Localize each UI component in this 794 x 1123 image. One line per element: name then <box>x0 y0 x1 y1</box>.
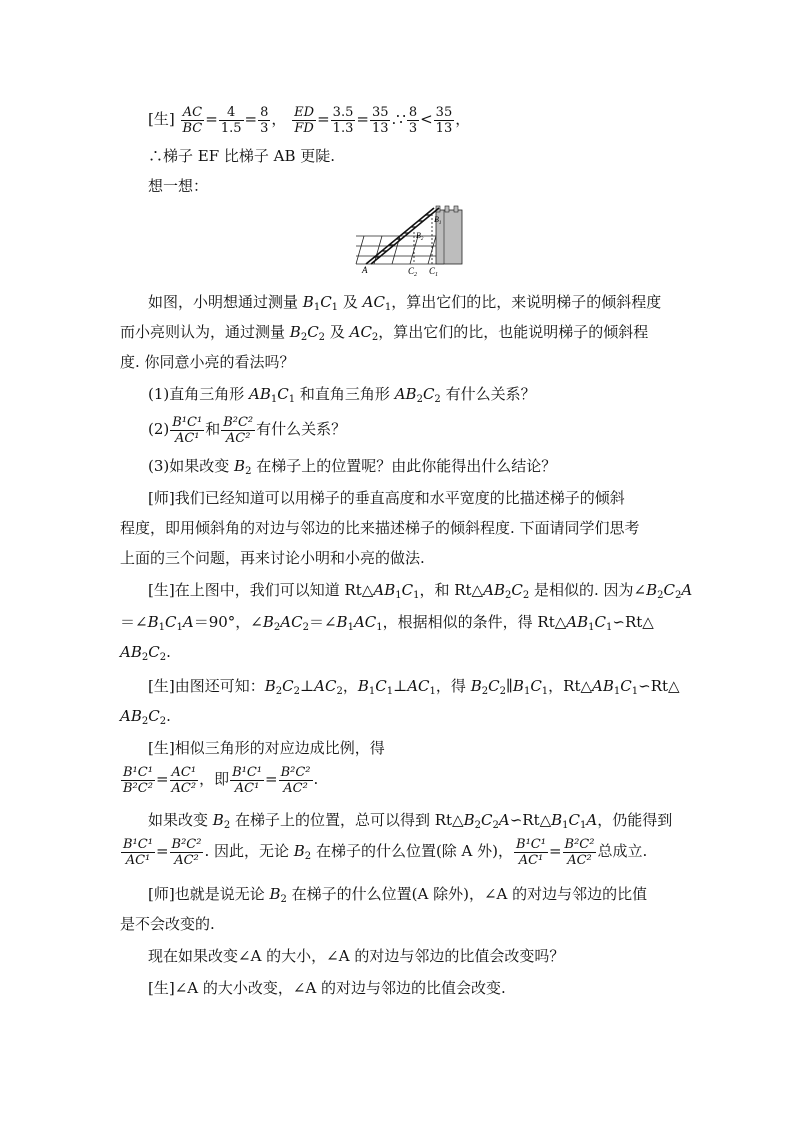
fraction: $\frac{35}{13}$ <box>435 104 453 136</box>
student-line: [生]在上图中，我们可以知道 $Rt\triangle AB_1C_1$，和 $Rt\triangle AB_2C_2$ 是相似的. 因为$\angle B_2C_2A$ <box>148 581 693 601</box>
student-line: [生]由图还可知：$B_2C_2\perp AC_2$，$B_1C_1\perp AC_1$，得 $B_2C_2\parallel B_1C_1$，$Rt\triangle AB_1C_1∽Rt\triangle$ <box>148 677 680 697</box>
paragraph-line: 度. 你同意小亮的看法吗？ <box>120 353 295 371</box>
student-line: $AB_2C_2$. <box>120 707 171 727</box>
paragraph-line: 而小亮则认为，通过测量 $B_2C_2$ 及 $AC_2$，算出它们的比，也能说明梯子的倾斜程 <box>120 323 649 343</box>
proportion-line: $\frac{\text{B¹C¹}}{\text{B²C²}}$ = $\frac{\text{AC¹}}{\text{AC²}}$ ，即 $\frac{\text{B¹C¹}}{\text{AC¹}}$ = $\frac{\text{B²C²}}{\text{AC²}}$ . <box>123 764 319 796</box>
student-line: $AB_2C_2$. <box>120 643 171 663</box>
fraction: $\frac{35}{13}$ <box>371 104 389 136</box>
teacher-line: [师]我们已经知道可以用梯子的垂直高度和水平宽度的比描述梯子的倾斜 <box>148 489 625 507</box>
think-heading: 想一想： <box>148 177 209 195</box>
fraction: $\frac{AC}{BC}$ <box>182 104 203 136</box>
teacher-line: [师]也就是说无论 $B_2$ 在梯子的什么位置(A 除外)，∠A 的对边与邻边的比值 <box>148 885 648 905</box>
teacher-line: 是不会改变的. <box>120 915 215 933</box>
conclusion-line: ∴梯子 EF 比梯子 AB 更陡. <box>148 147 336 165</box>
fraction: $\frac{3.5}{1.3}$ <box>332 104 354 136</box>
paragraph-line: 如图，小明想通过测量 $B_1C_1$ 及 $AC_1$，算出它们的比，来说明梯子的倾斜程度 <box>148 293 662 313</box>
svg-text:C2: $C_2$ <box>408 266 418 278</box>
equation-line: [生] $\frac{AC}{BC}$ = $\frac{4}{1.5}$ = $\frac{8}{3}$ ， $\frac{ED}{FD}$ = $\frac{3.5}{1.3}$ = $\frac{35}{13}$ .∵ $\frac{8}{3}$ < $\frac{35}{13}$ ， <box>148 104 471 136</box>
svg-text:C1: $C_1$ <box>429 266 439 278</box>
paragraph-line: $\frac{\text{B¹C¹}}{\text{AC¹}}$ = $\frac{\text{B²C²}}{\text{AC²}}$ . 因此，无论 $B_2$ 在梯子的什么位置(除 A 外)， $\frac{\text{B¹C¹}}{\text{AC¹}}$ = $\frac{\text{B²C²}}{\text{AC²}}$ 总成立. <box>123 836 648 868</box>
question-2: (2) $\frac{\text{B¹C¹}}{\text{AC¹}}$ 和 $\frac{\text{B²C²}}{\text{AC²}}$ 有什么关系？ <box>148 414 347 446</box>
fraction: $\frac{8}{3}$ <box>260 104 269 136</box>
paragraph-line: 如果改变 $B_2$ 在梯子上的位置，总可以得到 $Rt\triangle B_2C_2A∽Rt\triangle B_1C_1A$，仍能得到 <box>148 811 673 831</box>
fraction: $\frac{8}{3}$ <box>408 104 418 136</box>
ladder-figure <box>352 202 472 278</box>
fraction: $\frac{ED}{FD}$ <box>294 104 315 136</box>
fraction: $\frac{4}{1.5}$ <box>220 104 242 136</box>
question-1: (1)直角三角形 $AB_1C_1$ 和直角三角形 $AB_2C_2$ 有什么关系？ <box>148 385 536 405</box>
svg-text:B2: $B_2$ <box>416 231 424 242</box>
svg-text:B1: $B_1$ <box>434 215 442 226</box>
paragraph-line: 现在如果改变∠A 的大小，∠A 的对边与邻边的比值会改变吗？ <box>148 947 565 965</box>
teacher-line: 上面的三个问题，再来讨论小明和小亮的做法. <box>120 549 425 567</box>
student-tag: [生] <box>148 110 175 128</box>
student-line: $=\angle B_1C_1A=90^\circ$，$\angle B_2AC_2=\angle B_1AC_1$，根据相似的条件，得 $Rt\triangle AB_1C_1∽Rt\triangle$ <box>120 613 654 633</box>
student-line: [生]∠A 的大小改变，∠A 的对边与邻边的比值会改变. <box>148 979 506 997</box>
question-3: (3)如果改变 $B_2$ 在梯子上的位置呢？由此你能得出什么结论？ <box>148 457 557 477</box>
label-a: A <box>362 265 368 275</box>
teacher-line: 程度，即用倾斜角的对边与邻边的比来描述梯子的倾斜程度. 下面请同学们思考 <box>120 519 640 537</box>
student-line: [生]相似三角形的对应边成比例，得 <box>148 739 385 757</box>
